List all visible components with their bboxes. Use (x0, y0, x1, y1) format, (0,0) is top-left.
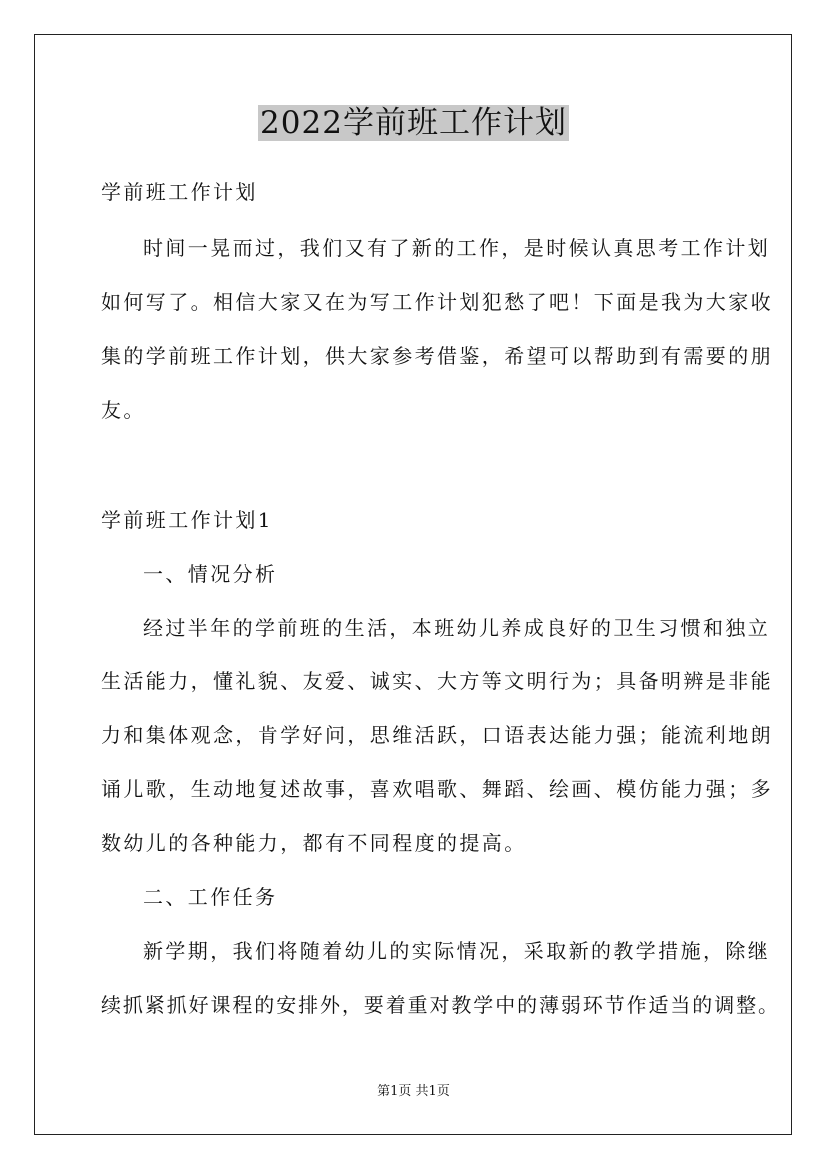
analysis-line-4: 诵儿歌，生动地复述故事，喜欢唱歌、舞蹈、绘画、模仿能力强；多 (101, 777, 773, 801)
section-heading-tasks: 二、工作任务 (143, 885, 278, 909)
plan-heading: 学前班工作计划1 (101, 508, 273, 532)
analysis-line-5: 数幼儿的各种能力，都有不同程度的提高。 (101, 831, 527, 855)
intro-line-3: 集的学前班工作计划，供大家参考借鉴，希望可以帮助到有需要的朋 (101, 344, 773, 368)
document-title: 2022学前班工作计划 (260, 105, 567, 141)
analysis-line-1: 经过半年的学前班的生活，本班幼儿养成良好的卫生习惯和独立 (143, 616, 771, 640)
analysis-line-2: 生活能力，懂礼貌、友爱、诚实、大方等文明行为；具备明辨是非能 (101, 669, 773, 693)
intro-line-4: 友。 (101, 398, 146, 422)
intro-line-1: 时间一晃而过，我们又有了新的工作，是时候认真思考工作计划 (143, 236, 771, 260)
tasks-line-2: 续抓紧抓好课程的安排外，要着重对教学中的薄弱环节作适当的调整。 (101, 993, 780, 1017)
intro-line-2: 如何写了。相信大家又在为写工作计划犯愁了吧！下面是我为大家收 (101, 290, 773, 314)
tasks-line-1: 新学期，我们将随着幼儿的实际情况，采取新的教学措施，除继 (143, 939, 771, 963)
section-heading-analysis: 一、情况分析 (143, 562, 278, 586)
page-footer: 第1页 共1页 (377, 1084, 450, 1099)
analysis-line-3: 力和集体观念，肯学好问，思维活跃，口语表达能力强；能流利地朗 (101, 723, 773, 747)
subtitle: 学前班工作计划 (101, 180, 258, 204)
